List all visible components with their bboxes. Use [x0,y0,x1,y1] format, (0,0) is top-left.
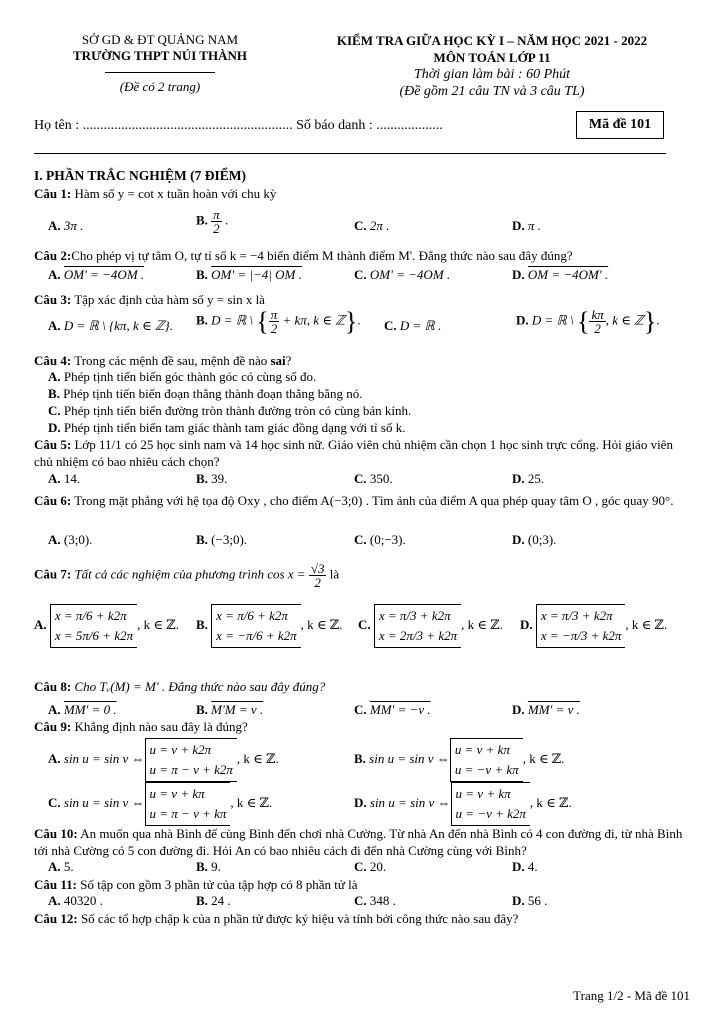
school-name: TRƯỜNG THPT NÚI THÀNH [73,48,247,63]
q7-option-a[interactable]: A. x = π/6 + k2π x = 5π/6 + k2π, k ∈ ℤ. [34,604,179,648]
q6-option-d[interactable]: D. (0;3). [512,532,557,547]
subject-title: MÔN TOÁN LỚP 11 [433,50,551,65]
q2-option-d[interactable]: D. OM = −4OM' . [512,267,609,282]
q1-option-b[interactable]: B. $\frac{\pi}{2}$ . [196,207,229,236]
q3-option-b[interactable]: B. D = ℝ \ { $\frac{\pi}{2}$ + kπ, k ∈ ℤ}. [196,306,361,336]
q5-option-a[interactable]: A. 14. [48,471,81,486]
q8-option-c[interactable]: C. MM' = −v . [354,702,431,717]
question-5: Câu 5: Lớp 11/1 có 25 học sinh nam và 14 học sinh nữ. Giáo viên chủ nhiệm cần chọn 1 học sinh trực cổng. Hỏi giáo viên chủ nhiệm có bao nhiêu cách chọn? [34,437,673,469]
q5-option-c[interactable]: C. 350. [354,471,393,486]
page-footer: Trang 1/2 - Mã đề 101 [573,988,690,1003]
q11-option-a[interactable]: A. 40320 . [48,893,103,908]
q3-option-c[interactable]: C. D = ℝ . [384,318,442,333]
q2-option-c[interactable]: C. OM' = −4OM . [354,267,451,282]
q5-option-b[interactable]: B. 39. [196,471,228,486]
q2-option-a[interactable]: A. OM' = −4OM . [48,267,145,282]
dept-name: SỞ GD & ĐT QUẢNG NAM [81,32,239,47]
header-rule [105,72,215,73]
question-4: Câu 4: Trong các mệnh đề sau, mệnh đề nào sai? [34,353,292,368]
q9-option-c[interactable]: C. sin u = sin v ⇔u = v + kπ u = π − v + kπ, k ∈ ℤ. [48,782,272,826]
question-10: Câu 10: An muốn qua nhà Bình để cùng Bình đến chơi nhà Cường. Từ nhà An đến nhà Bình có 4 con đường đi, từ nhà Bình tới nhà Cường có 5 con đường đi. Hỏi An có bao nhiêu cách đi đến nhà Cường cùng với Bình? [34,826,683,858]
question-2: Câu 2:Cho phép vị tự tâm O, tự tỉ số k = −4 biến điểm M thành điểm M'. Đẳng thức nào sau đây đúng? [34,248,573,263]
q1-option-d[interactable]: D. π . [512,218,541,233]
q1-option-c[interactable]: C. 2π . [354,218,390,233]
question-12: Câu 12: Số các tổ hợp chập k của n phần tử được ký hiệu và tính bởi công thức nào sau đây? [34,911,519,926]
section-title: I. PHẦN TRẮC NGHIỆM (7 ĐIỂM) [34,168,246,183]
question-9: Câu 9: Khẳng định nào sau đây là đúng? [34,719,248,734]
question-8: Câu 8: Cho Tᵥ(M) = M' . Đẳng thức nào sau đây đúng? [34,679,326,694]
exam-structure: (Đề gồm 21 câu TN và 3 câu TL) [399,84,585,99]
question-label: Câu 1: [34,186,72,201]
q2-option-b[interactable]: B. OM' = |−4| OM . [196,267,302,282]
exam-time: Thời gian làm bài : 60 Phút [413,67,571,82]
page-count-note: (Đề có 2 trang) [119,79,201,94]
q9-option-a[interactable]: A. sin u = sin v ⇔u = v + k2π u = π − v + k2π, k ∈ ℤ. [48,738,279,782]
q10-option-c[interactable]: C. 20. [354,859,387,874]
q4-option-d[interactable]: D. Phép tịnh tiến biến tam giác thành tam giác đồng dạng với tỉ số k. [48,420,406,435]
q11-option-d[interactable]: D. 56 . [512,893,548,908]
q3-option-a[interactable]: A. D = ℝ \ {kπ, k ∈ ℤ}. [48,318,173,333]
header-right [292,32,692,100]
q4-option-a[interactable]: A. Phép tịnh tiến biến góc thành góc có cùng số đo. [48,369,317,384]
header-left [40,32,280,95]
q10-option-d[interactable]: D. 4. [512,859,538,874]
q7-option-c[interactable]: C. x = π/3 + k2π x = 2π/3 + k2π, k ∈ ℤ. [358,604,503,648]
question-3: Câu 3: Tập xác định của hàm số y = sin x là [34,292,265,307]
exam-code-box: Mã đề 101 [576,111,664,139]
q1-option-a[interactable]: A. 3π . [48,218,84,233]
q3-option-d[interactable]: D. D = ℝ \ { $\frac{k\pi}{2}$ , k ∈ ℤ}. [516,306,660,336]
question-11: Câu 11: Số tập con gồm 3 phần tử của tập hợp có 8 phần tử là [34,877,358,892]
q9-option-b[interactable]: B. sin u = sin v ⇔u = v + kπ u = −v + kπ, k ∈ ℤ. [354,738,565,782]
question-1 [34,185,694,202]
q10-option-a[interactable]: A. 5. [48,859,74,874]
q11-option-c[interactable]: C. 348 . [354,893,396,908]
exam-title: KIỂM TRA GIỮA HỌC KỲ I – NĂM HỌC 2021 - 2022 [336,33,648,48]
q4-option-c[interactable]: C. Phép tịnh tiến biến đường tròn thành đường tròn có cùng bán kính. [48,403,412,418]
q10-option-b[interactable]: B. 9. [196,859,221,874]
q8-option-a[interactable]: A. MM' = 0 . [48,702,117,717]
question-7: Câu 7: Tất cả các nghiệm của phương trình cos x = $\frac{√3}{2}$ là [34,561,340,590]
question-6: Câu 6: Trong mặt phẳng với hệ tọa độ Oxy , cho điểm A(−3;0) . Tìm ảnh của điểm A qua phép quay tâm O , góc quay 90°. [34,493,674,508]
q5-option-d[interactable]: D. 25. [512,471,545,486]
q7-option-b[interactable]: B. x = π/6 + k2π x = −π/6 + k2π, k ∈ ℤ. [196,604,343,648]
q7-option-d[interactable]: D. x = π/3 + k2π x = −π/3 + k2π, k ∈ ℤ. [520,604,667,648]
q4-option-b[interactable]: B. Phép tịnh tiến biến đoạn thẳng thành đoạn thẳng bằng nó. [48,386,363,401]
q9-option-d[interactable]: D. sin u = sin v ⇔u = v + kπ u = −v + k2π, k ∈ ℤ. [354,782,572,826]
student-id-line: Họ tên : ............................................................ Số báo danh : ................... [34,118,443,133]
q6-option-b[interactable]: B. (−3;0). [196,532,248,547]
q6-option-a[interactable]: A. (3;0). [48,532,93,547]
q6-option-c[interactable]: C. (0;−3). [354,532,406,547]
q8-option-d[interactable]: D. MM' = v . [512,702,580,717]
header-divider [34,153,666,154]
q11-option-b[interactable]: B. 24 . [196,893,231,908]
q8-option-b[interactable]: B. M'M = v . [196,702,264,717]
question-text: Hàm số y = cot x tuần hoàn với chu kỳ [71,186,277,201]
